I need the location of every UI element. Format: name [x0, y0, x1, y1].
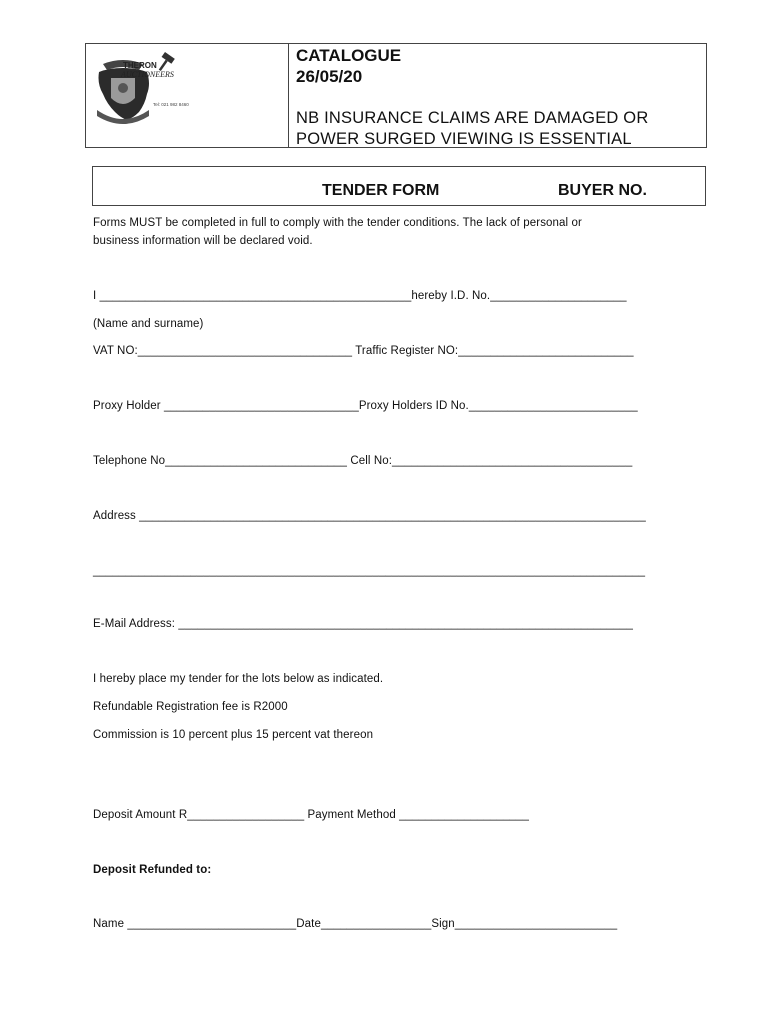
address-field[interactable]: Address ______________________________________________________________________________	[93, 510, 646, 522]
catalogue-label: CATALOGUE	[296, 46, 402, 65]
email-field[interactable]: E-Mail Address: ______________________________________________________________________	[93, 618, 634, 630]
name-date-sign-field[interactable]: Name __________________________Date_________________Sign_________________________	[93, 918, 618, 930]
theron-auctioneers-logo	[93, 50, 203, 130]
tender-statement: I hereby place my tender for the lots below as indicated.	[93, 673, 384, 685]
vat-traffic-field[interactable]: VAT NO:_________________________________ Traffic Register NO:___________________________	[93, 345, 634, 357]
address-field-line-2[interactable]: _____________________________________________________________________________________	[93, 565, 646, 577]
insurance-notice	[296, 108, 648, 150]
notice-line-1: NB INSURANCE CLAIMS ARE DAMAGED OR	[296, 109, 649, 127]
proxy-holder-field[interactable]: Proxy Holder ______________________________Proxy Holders ID No.__________________________	[93, 400, 638, 412]
notice-line-2: POWER SURGED VIEWING IS ESSENTIAL	[296, 130, 632, 148]
registration-fee-text: Refundable Registration fee is R2000	[93, 701, 288, 713]
logo-line-3: Tel: 021 982 8460	[153, 102, 189, 107]
logo-line-1: THERON	[123, 61, 157, 70]
logo-line-2: AUCTIONEERS	[121, 70, 174, 79]
deposit-refunded-heading: Deposit Refunded to:	[93, 864, 212, 876]
deposit-payment-field[interactable]: Deposit Amount R__________________ Payment Method ____________________	[93, 809, 530, 821]
name-caption: (Name and surname)	[93, 318, 204, 330]
intro-line-2: business information will be declared void.	[93, 235, 313, 247]
name-id-field[interactable]: I ________________________________________________hereby I.D. No._____________________	[93, 290, 627, 302]
telephone-cell-field[interactable]: Telephone No____________________________ Cell No:_____________________________________	[93, 455, 633, 467]
commission-text: Commission is 10 percent plus 15 percent vat thereon	[93, 729, 374, 741]
header-divider	[288, 43, 289, 148]
buyer-number-label: BUYER NO.	[558, 182, 647, 199]
catalogue-date: 26/05/20	[296, 67, 363, 86]
tender-form-title: TENDER FORM	[322, 182, 440, 199]
intro-line-1: Forms MUST be completed in full to comply with the tender conditions. The lack of personal or	[93, 217, 582, 229]
